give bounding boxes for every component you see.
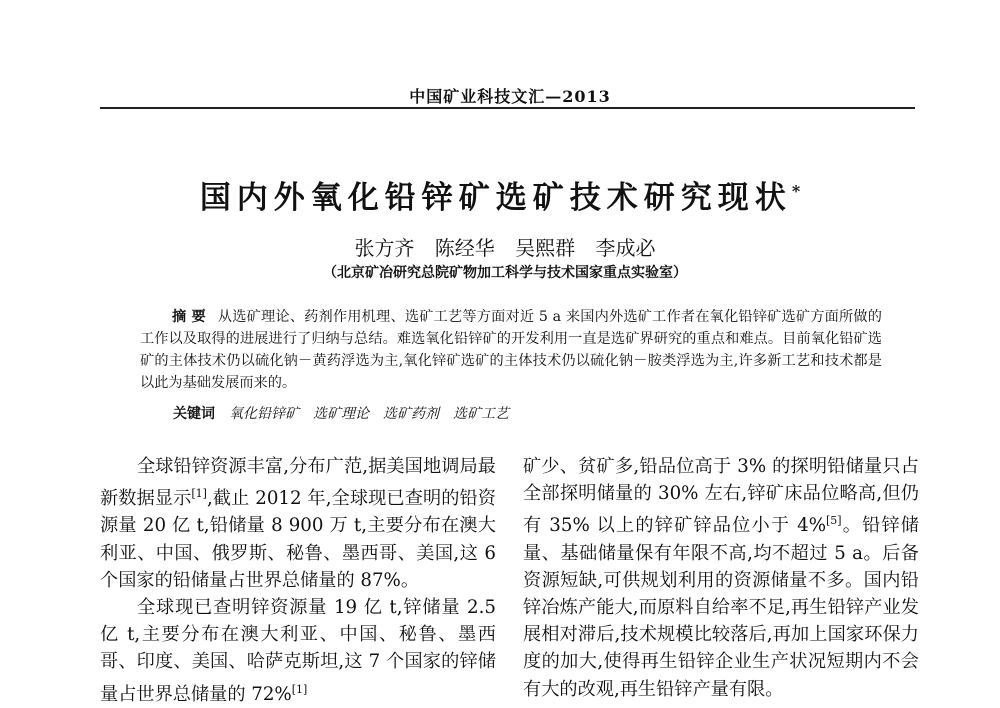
abstract-text: 从选矿理论、药剂作用机理、选矿工艺等方面对近 5 a 来国内外选矿工作者在氧化铅锌矿选矿方面所做的工作以及取得的进展进行了归纳与总结。难选氧化铅锌矿的开发利用一直是选矿界研究的重点和难点。目前氧化铅矿选矿的主体技术仍以硫化钠－黄药浮选为主,氧化锌矿选矿的主体技术仍以硫化钠－胺类浮选为主,许多新工艺和技术都是以此为基础发展而来的。	[140, 309, 882, 391]
header-rule	[100, 107, 915, 109]
paper-title	[0, 172, 1000, 217]
keyword: 选矿理论	[313, 406, 369, 422]
running-header: 中国矿业科技文汇—2013	[409, 87, 611, 106]
citation: [1]	[191, 487, 207, 501]
title-footnote-mark: *	[791, 181, 801, 201]
text: 矿少、贫矿多,铅品位高于 3% 的探明铅储量只占全部探明储量的 30% 左右,锌矿床品位略高,但仍有 35% 以上的锌矿锌品位小于 4%	[523, 456, 919, 537]
body-left-column	[100, 453, 496, 708]
text: 全球铅锌资源丰富,分布广范,据美国地调局最新数据显示	[100, 456, 496, 510]
abstract-label: 摘 要	[172, 309, 206, 325]
paragraph	[100, 453, 496, 594]
paragraph	[523, 453, 919, 703]
text: 全球现已查明锌资源量 19 亿 t,锌储量 2.5 亿 t,主要分布在澳大利亚、中国、秘鲁、墨西哥、印度、美国、哈萨克斯坦,这 7 个国家的锌储量占世界总储量的 72%	[100, 597, 496, 705]
citation: [1]	[291, 682, 308, 696]
keywords-label: 关键词	[173, 406, 215, 422]
keyword: 选矿工艺	[453, 406, 509, 422]
keywords	[173, 403, 509, 423]
citation: [5]	[825, 514, 842, 528]
affiliation: （北京矿冶研究总院矿物加工科学与技术国家重点实验室）	[323, 265, 687, 281]
body-right-column	[523, 453, 919, 703]
text: ,截止 2012 年,全球现已查明的铅资源量 20 亿 t,铅储量 8 900 万 t,主要分布在澳大利亚、中国、俄罗斯、秘鲁、墨西哥、美国,这 6 个国家的铅储量占世界总储量的 87%。	[100, 488, 496, 591]
abstract	[140, 306, 882, 394]
keyword: 氧化铅锌矿	[229, 406, 299, 422]
authors: 张方齐 陈经华 吴熙群 李成必	[354, 236, 656, 260]
title-text: 国内外氧化铅锌矿选矿技术研究现状	[199, 180, 792, 216]
text: 。铅锌储量、基础储量保有年限不高,均不超过 5 a。后备资源短缺,可供规划利用的资源储量不多。国内铅锌冶炼产能大,而原料自给率不足,再生铅锌产业发展相对滞后,技术规模比较落后,再加上国家环保力度的加大,使得再生铅锌企业生产状况短期内不会有大的改观,再生铅锌产量有限。	[523, 515, 919, 700]
keyword: 选矿药剂	[383, 406, 439, 422]
paragraph	[100, 594, 496, 708]
